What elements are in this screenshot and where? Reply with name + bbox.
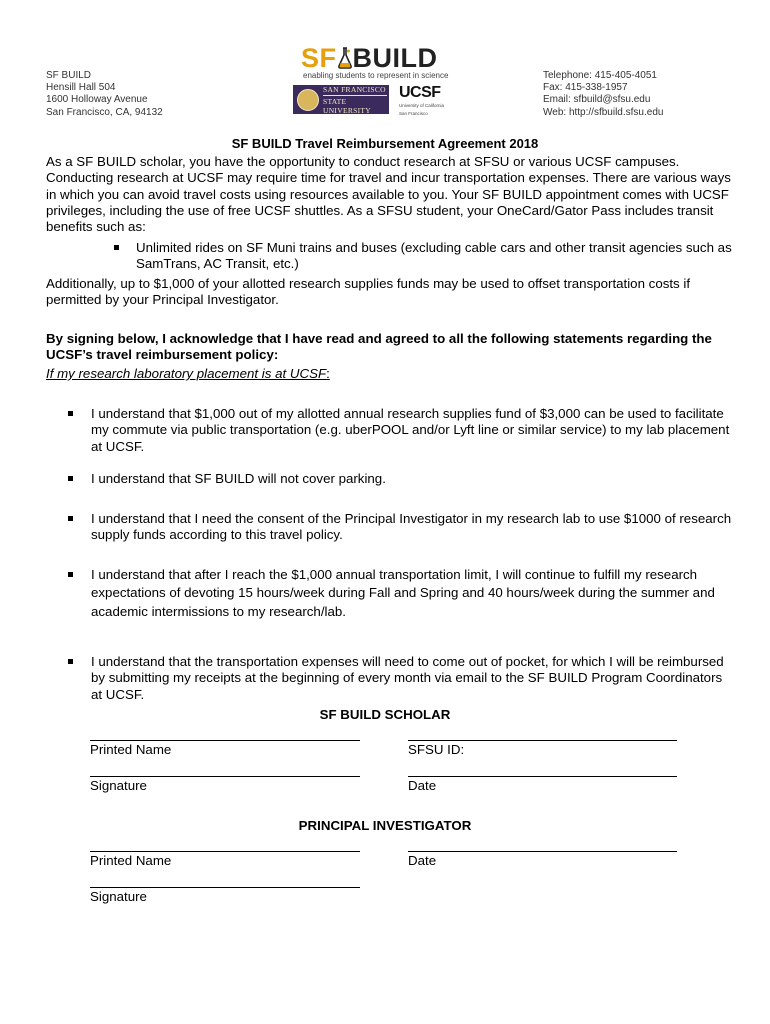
ucsf-placement-text: If my research laboratory placement is at UCSF — [46, 366, 327, 381]
address-line: San Francisco, CA, 94132 — [46, 106, 163, 118]
address-line: 1600 Holloway Avenue — [46, 94, 148, 106]
contact-web: Web: http://sfbuild.sfsu.edu — [543, 106, 664, 118]
ucsf-wordmark: UCSF — [399, 84, 441, 101]
intro-paragraph: As a SF BUILD scholar, you have the opportunity to conduct research at SFSU or various UCSF campuses. Conducting research at UCSF may require time for travel and incur transportation expenses. There are various ways in which you can avoid travel costs using resources available to you. Your SF BUILD appointment comes with UCSF privileges, including the use of free UCSF shuttles. As a SFSU student, your OneCard/Gator Pass includes transit benefits such as: — [46, 154, 731, 235]
pi-date-field[interactable] — [408, 851, 677, 852]
pi-printed-name-field[interactable] — [90, 851, 360, 852]
acknowledgement-statement: By signing below, I acknowledge that I have read and agreed to all the following statements regarding the UCSF’s travel reimbursement policy: — [46, 331, 712, 363]
ucsf-subtitle-line1: University of California — [399, 103, 445, 108]
sender-address — [46, 70, 163, 119]
scholar-signature-field[interactable] — [90, 776, 360, 777]
document-title: SF BUILD Travel Reimbursement Agreement 2018 — [231, 136, 539, 151]
additional-paragraph: Additionally, up to $1,000 of your allotted research supplies funds may be used to offset transportation costs if permitted by your Principal Investigator. — [46, 276, 691, 308]
logo-wordmark — [301, 44, 438, 72]
statement-item — [68, 406, 736, 455]
sfsu-name-line1: SAN FRANCISCO — [323, 84, 386, 94]
statement-item — [68, 511, 736, 544]
scholar-signature-label: Signature — [90, 778, 147, 793]
contact-fax: Fax: 415-338-1957 — [543, 82, 628, 94]
statement-text: I understand that I need the consent of the Principal Investigator in my research lab to use $1000 of research supply funds according to this travel policy. — [91, 511, 732, 543]
ucsf-placement-heading — [46, 366, 330, 382]
pi-section-heading: PRINCIPAL INVESTIGATOR — [298, 818, 472, 833]
statement-item — [68, 471, 736, 487]
sf-build-logo — [293, 43, 449, 116]
bullet-icon — [68, 411, 73, 416]
sfsu-logo — [293, 85, 389, 114]
scholar-date-field[interactable] — [408, 776, 677, 777]
transit-benefit-text: Unlimited rides on SF Muni trains and buses (excluding cable cars and other transit agencies such as SamTrans, AC Transit, etc.) — [136, 240, 732, 272]
bullet-icon — [114, 245, 119, 250]
logo-build-text: BUILD — [352, 43, 438, 73]
scholar-date-label: Date — [408, 778, 437, 793]
statement-text: I understand that the transportation expenses will need to come out of pocket, for which I will be reimbursed by submitting my receipts at the beginning of every month via email to the SF BUILD Program Coordinators at UCSF. — [91, 654, 724, 702]
scholar-printed-name-field[interactable] — [90, 740, 360, 741]
flask-icon — [337, 47, 353, 69]
ucsf-subtitle-line2: San Francisco — [399, 110, 428, 116]
scholar-sfsu-id-field[interactable] — [408, 740, 677, 741]
contact-info — [543, 70, 663, 119]
transit-benefit-item — [114, 240, 734, 273]
logo-tagline: enabling students to represent in science — [303, 71, 449, 80]
sfsu-name-line2: STATE UNIVERSITY — [323, 96, 371, 115]
address-line: SF BUILD — [46, 70, 92, 81]
pi-date-label: Date — [408, 853, 437, 868]
statement-item — [68, 566, 736, 621]
ucsf-logo — [399, 84, 449, 116]
sfsu-seal-icon — [297, 89, 319, 111]
pi-printed-name-label: Printed Name — [90, 853, 172, 868]
pi-signature-field[interactable] — [90, 887, 360, 888]
bullet-icon — [68, 659, 73, 664]
statement-item — [68, 654, 736, 703]
ucsf-placement-colon: : — [326, 366, 330, 381]
scholar-printed-name-label: Printed Name — [90, 742, 172, 757]
statement-text: I understand that after I reach the $1,000 annual transportation limit, I will continue to fulfill my research expectations of devoting 15 hours/week during Fall and Spring and 40 hours/week during the summer and academic intermissions to my research/lab. — [91, 567, 715, 619]
bullet-icon — [68, 476, 73, 481]
statement-text: I understand that SF BUILD will not cover parking. — [91, 471, 386, 486]
pi-signature-label: Signature — [90, 889, 147, 904]
contact-telephone: Telephone: 415-405-4051 — [543, 70, 657, 81]
scholar-sfsu-id-label: SFSU ID: — [408, 742, 465, 757]
logo-sf-text: SF — [301, 43, 337, 73]
scholar-section-heading: SF BUILD SCHOLAR — [319, 707, 451, 722]
statement-text: I understand that $1,000 out of my allotted annual research supplies fund of $3,000 can be used to facilitate my commute via public transportation (e.g. uberPOOL and/or Lyft line or similar service) to my lab placement at UCSF. — [91, 406, 730, 454]
address-line: Hensill Hall 504 — [46, 82, 116, 94]
bullet-icon — [68, 572, 73, 577]
contact-email: Email: sfbuild@sfsu.edu — [543, 94, 651, 106]
bullet-icon — [68, 516, 73, 521]
